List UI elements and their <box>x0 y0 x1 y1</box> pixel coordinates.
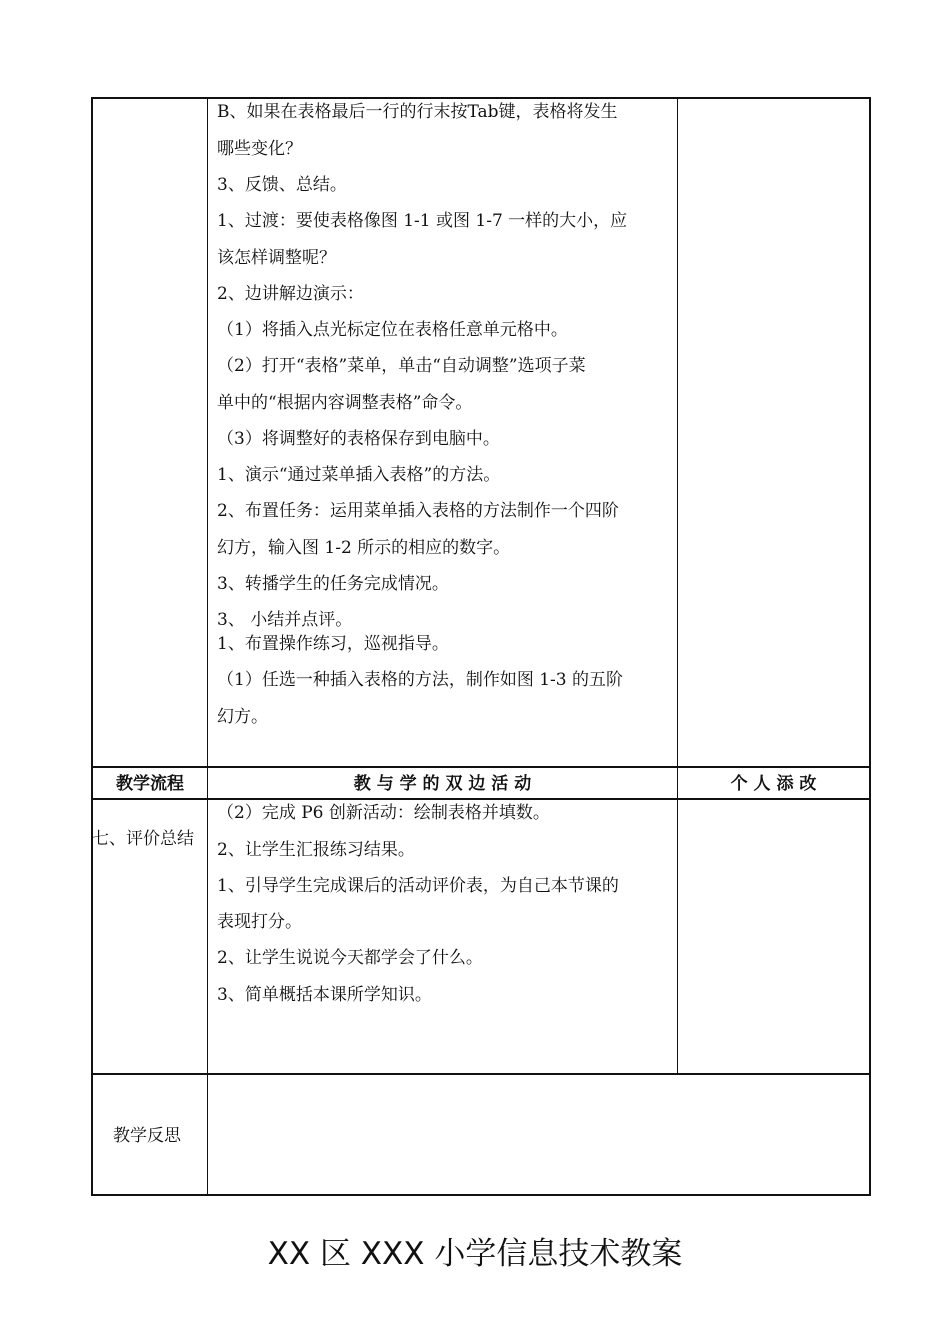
activity-line: 幻方，输入图 1-2 所示的相应的数字。 <box>217 538 511 558</box>
activity-line: 3、 小结并点评。 <box>217 610 353 630</box>
activity-line: （1）将插入点光标定位在表格任意单元格中。 <box>217 320 568 340</box>
activity-line: 1、过渡：要使表格像图 1-1 或图 1-7 一样的大小，应 <box>217 211 628 231</box>
activity-line: 该怎样调整呢？ <box>217 248 336 268</box>
activity-line: 单中的“根据内容调整表格”命令。 <box>217 393 473 413</box>
activity-line: （3）将调整好的表格保存到电脑中。 <box>217 429 500 449</box>
column-divider-1 <box>207 97 208 1196</box>
header-activities: 教 与 学 的 双 边 活 动 <box>353 774 532 794</box>
activity-line: 2、布置任务：运用菜单插入表格的方法制作一个四阶 <box>217 501 619 521</box>
activity-line: 表现打分。 <box>217 912 302 932</box>
activity-line: 2、让学生汇报练习结果。 <box>217 840 415 860</box>
reflection-top-border <box>91 1073 871 1075</box>
activity-line: 3、转播学生的任务完成情况。 <box>217 574 449 594</box>
lesson-plan-table <box>91 97 871 1196</box>
activity-line: 哪些变化？ <box>217 139 302 159</box>
activity-line: 1、布置操作练习，巡视指导。 <box>217 634 449 654</box>
evaluation-summary-label: 七、评价总结 <box>92 829 194 849</box>
header-top-border <box>91 766 871 768</box>
activity-line: 1、引导学生完成课后的活动评价表，为自己本节课的 <box>217 876 619 896</box>
column-divider-2 <box>677 97 678 1074</box>
header-bottom-border <box>91 798 871 800</box>
activity-line: 2、边讲解边演示： <box>217 284 364 304</box>
activity-line: 3、简单概括本课所学知识。 <box>217 985 432 1005</box>
header-personal-edits: 个 人 添 改 <box>730 774 817 794</box>
activity-line: （2）完成 P6 创新活动：绘制表格并填数。 <box>217 803 550 823</box>
teaching-reflection-label: 教学反思 <box>113 1126 181 1146</box>
document-title: XX 区 XXX 小学信息技术教案 <box>267 1236 683 1272</box>
activity-line: 幻方。 <box>217 707 268 727</box>
header-teaching-process: 教学流程 <box>116 774 184 794</box>
activity-line: 3、反馈、总结。 <box>217 175 347 195</box>
activity-line: （2）打开“表格”菜单，单击“自动调整”选项子菜 <box>217 356 586 376</box>
activity-line: 2、让学生说说今天都学会了什么。 <box>217 948 483 968</box>
activity-line: 1、演示“通过菜单插入表格”的方法。 <box>217 465 501 485</box>
activity-line: B、如果在表格最后一行的行末按Tab键，表格将发生 <box>217 102 618 122</box>
activity-line: （1）任选一种插入表格的方法，制作如图 1-3 的五阶 <box>217 670 623 690</box>
